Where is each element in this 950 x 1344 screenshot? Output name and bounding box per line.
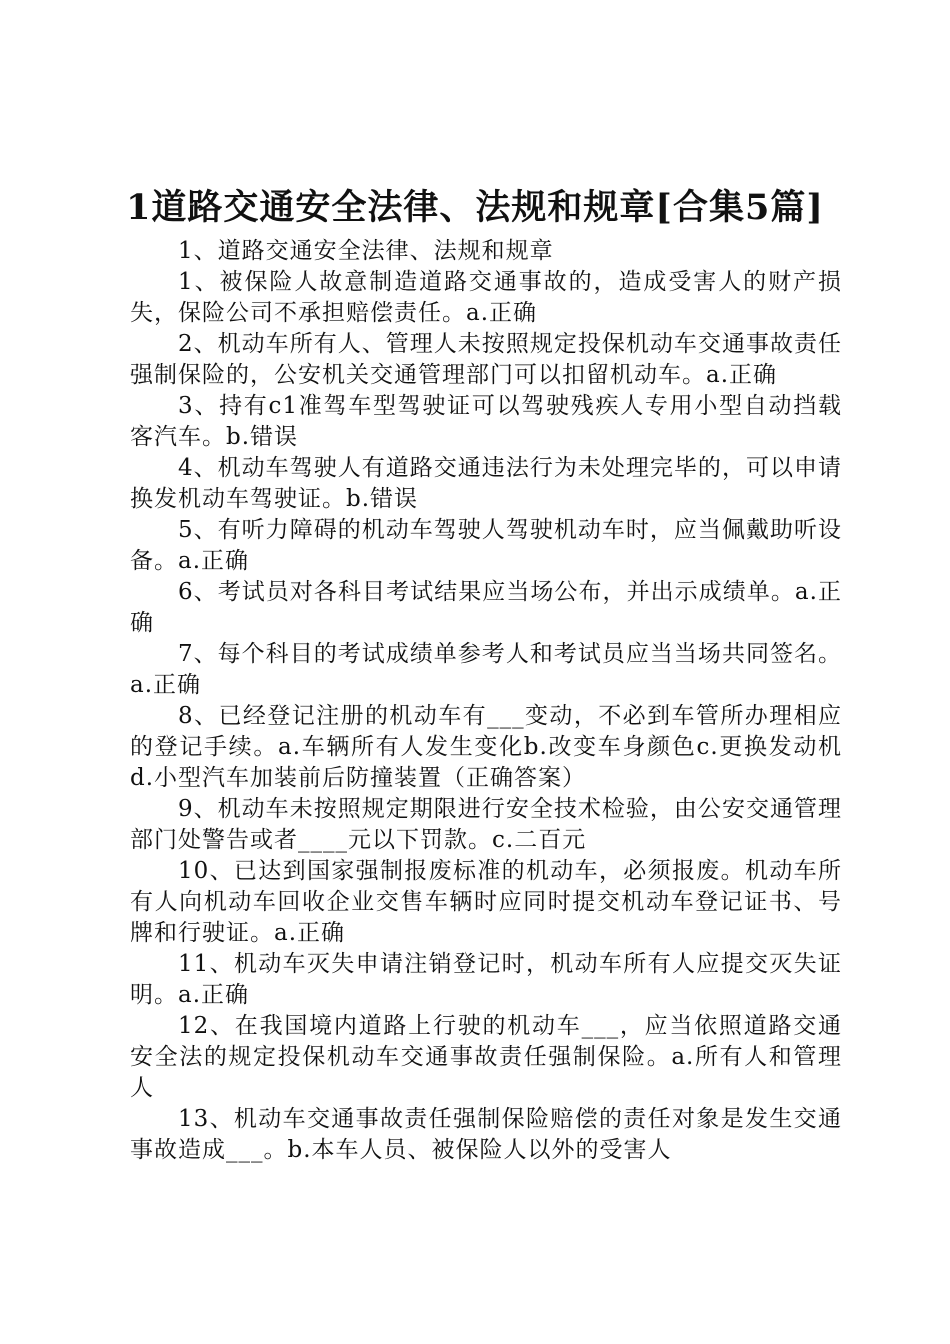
paragraph: 1、道路交通安全法律、法规和规章 xyxy=(178,238,554,264)
paragraph: 9、机动车未按照规定期限进行安全技术检验，由公安交通管理部门处警告或者____元以下罚款。c.二百元 xyxy=(130,796,842,853)
paragraph: 4、机动车驾驶人有道路交通违法行为未处理完毕的，可以申请换发机动车驾驶证。b.错误 xyxy=(130,455,842,512)
paragraph: 8、已经登记注册的机动车有___变动，不必到车管所办理相应的登记手续。a.车辆所有人发生变化b.改变车身颜色c.更换发动机d.小型汽车加装前后防撞装置（正确答案） xyxy=(130,703,842,791)
paragraph: 7、每个科目的考试成绩单参考人和考试员应当当场共同签名。a.正确 xyxy=(130,641,842,698)
paragraph: 13、机动车交通事故责任强制保险赔偿的责任对象是发生交通事故造成___。b.本车人员、被保险人以外的受害人 xyxy=(130,1106,842,1163)
paragraph: 11、机动车灭失申请注销登记时，机动车所有人应提交灭失证明。a.正确 xyxy=(130,951,842,1008)
paragraph: 3、持有c1准驾车型驾驶证可以驾驶残疾人专用小型自动挡载客汽车。b.错误 xyxy=(130,393,842,450)
paragraph: 6、考试员对各科目考试结果应当场公布，并出示成绩单。a.正确 xyxy=(130,579,842,636)
paragraph: 12、在我国境内道路上行驶的机动车___，应当依照道路交通安全法的规定投保机动车交通事故责任强制保险。a.所有人和管理人 xyxy=(130,1013,842,1101)
paragraph: 2、机动车所有人、管理人未按照规定投保机动车交通事故责任强制保险的，公安机关交通管理部门可以扣留机动车。a.正确 xyxy=(130,331,842,388)
document-title: 1道路交通安全法律、法规和规章[合集5篇] xyxy=(126,187,824,228)
paragraph: 1、被保险人故意制造道路交通事故的，造成受害人的财产损失，保险公司不承担赔偿责任。a.正确 xyxy=(130,269,842,326)
paragraph: 10、已达到国家强制报废标准的机动车，必须报废。机动车所有人向机动车回收企业交售车辆时应同时提交机动车登记证书、号牌和行驶证。a.正确 xyxy=(130,858,842,946)
paragraph: 5、有听力障碍的机动车驾驶人驾驶机动车时，应当佩戴助听设备。a.正确 xyxy=(130,517,842,574)
document-body xyxy=(130,236,842,1166)
